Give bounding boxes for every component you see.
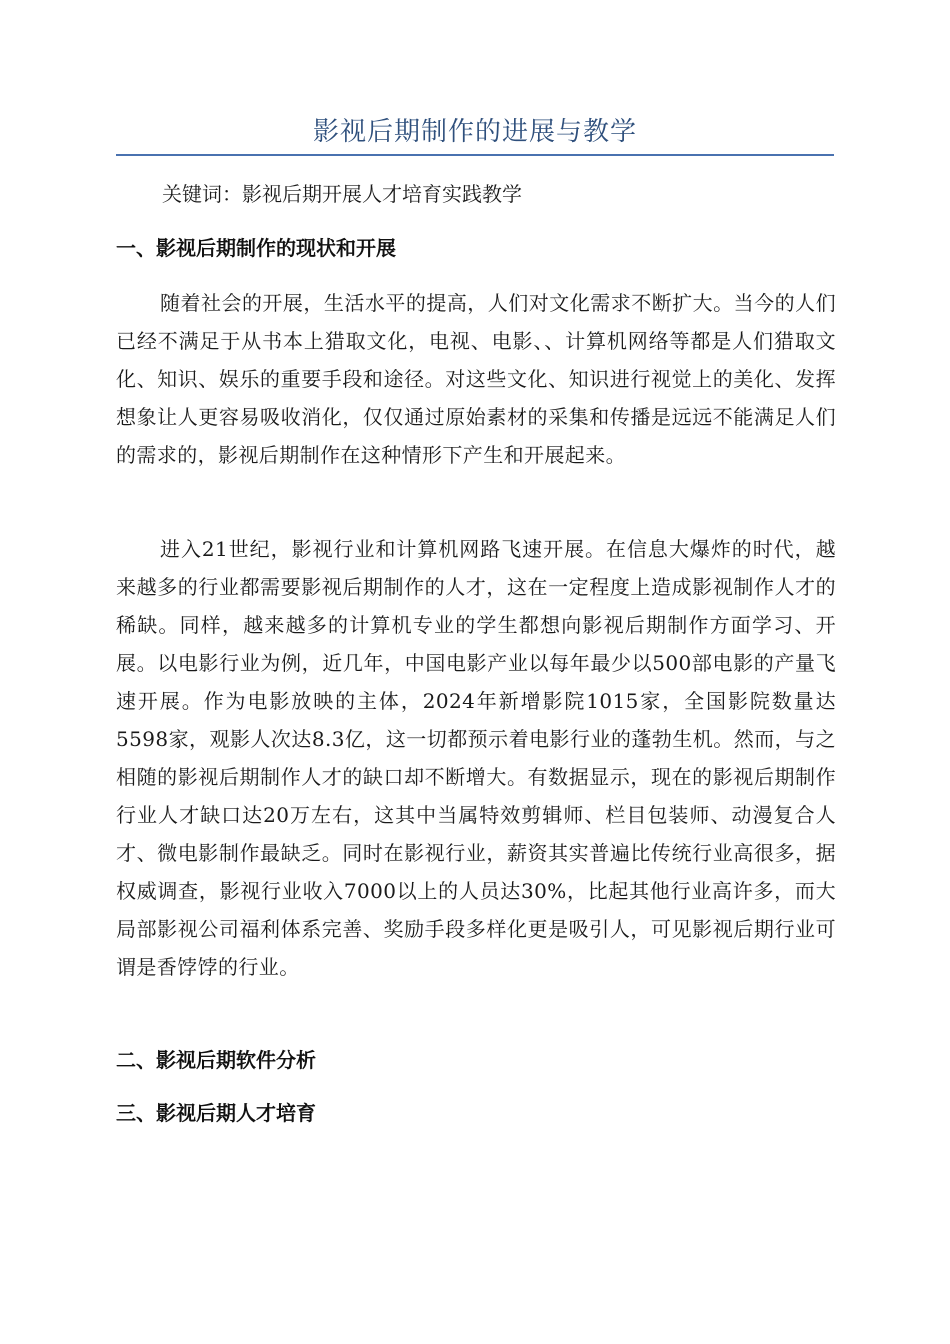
document-title: 影视后期制作的进展与教学 — [312, 117, 637, 147]
section-heading-2: 二、影视后期软件分析 — [116, 1048, 316, 1072]
section-heading-3: 三、影视后期人才培育 — [116, 1101, 316, 1125]
keywords-line: 关键词：影视后期开展人才培育实践教学 — [162, 182, 522, 206]
paragraph-2: 进入21世纪，影视行业和计算机网路飞速开展。在信息大爆炸的时代，越来越多的行业都需要影视后期制作的人才，这在一定程度上造成影视制作人才的稀缺。同样，越来越多的计算机专业的学生都想向影视后期制作方面学习、开展。以电影行业为例，近几年，中国电影产业以每年最少以500部电影的产量飞速开展。作为电影放映的主体，2024年新增影院1015家，全国影院数量达5598家，观影人次达8.3亿，这一切都预示着电影行业的蓬勃生机。然而，与之相随的影视后期制作人才的缺口却不断增大。有数据显示，现在的影视后期制作行业人才缺口达20万左右，这其中当属特效剪辑师、栏目包装师、动漫复合人才、微电影制作最缺乏。同时在影视行业，薪资其实普遍比传统行业高很多，据权威调查，影视行业收入7000以上的人员达30%，比起其他行业高许多，而大局部影视公司福利体系完善、奖励手段多样化更是吸引人，可见影视后期行业可谓是香饽饽的行业。 — [116, 537, 836, 979]
section-heading-1: 一、影视后期制作的现状和开展 — [116, 236, 396, 260]
title-underline — [116, 154, 834, 156]
paragraph-1: 随着社会的开展，生活水平的提高，人们对文化需求不断扩大。当今的人们已经不满足于从书本上猎取文化，电视、电影、、计算机网络等都是人们猎取文化、知识、娱乐的重要手段和途径。对这些文化、知识进行视觉上的美化、发挥想象让人更容易吸收消化，仅仅通过原始素材的采集和传播是远远不能满足人们的需求的，影视后期制作在这种情形下产生和开展起来。 — [116, 291, 836, 467]
